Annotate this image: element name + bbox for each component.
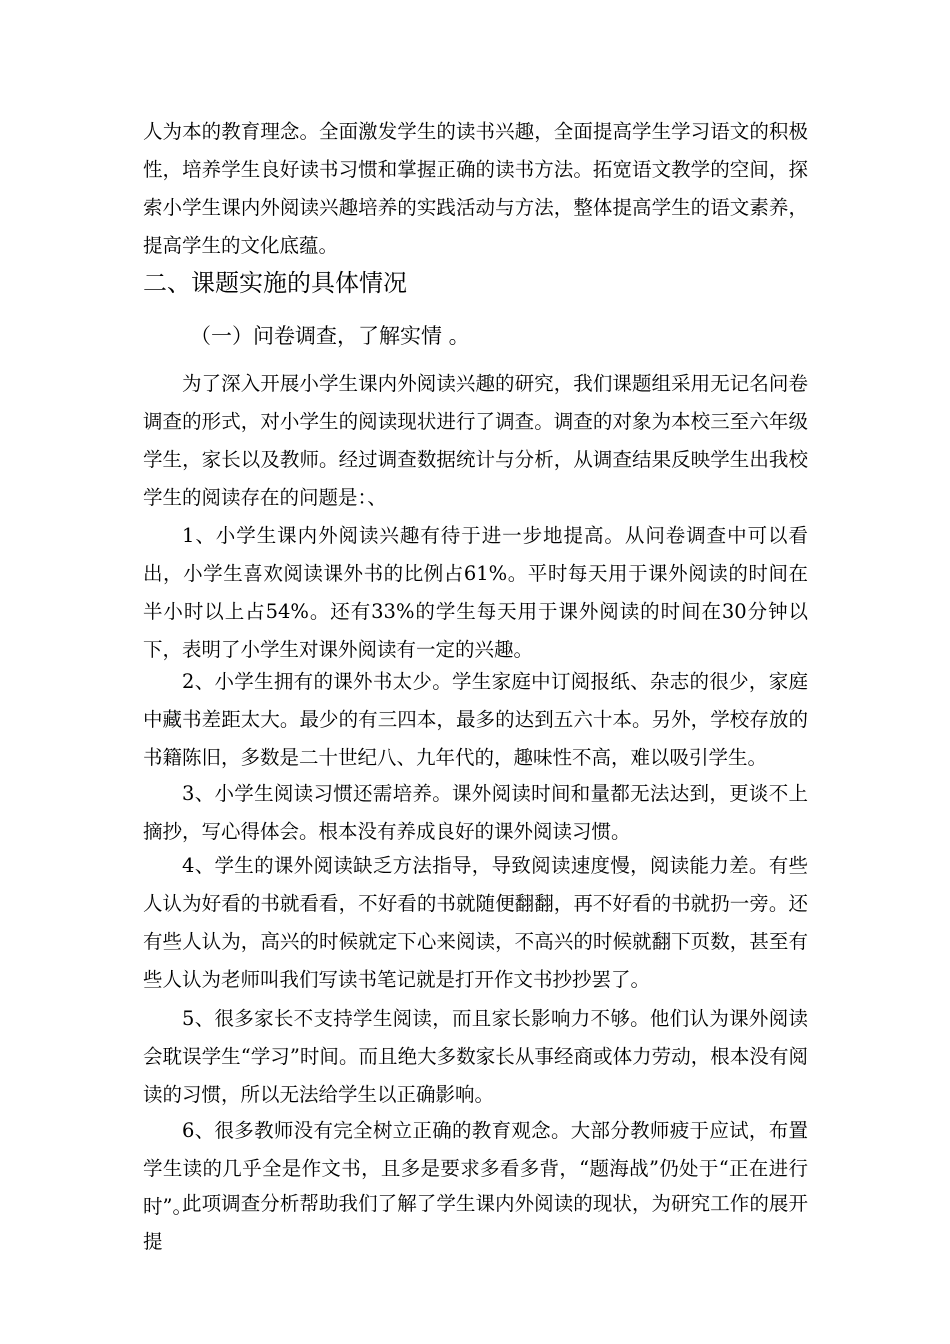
conclusion-paragraph: 此项调查分析帮助我们了解了学生课内外阅读的现状，为研究工作的展开提 [143, 1192, 808, 1253]
intro-paragraph: 人为本的教育理念。全面激发学生的读书兴趣，全面提高学生学习语文的积极性，培养学生良好读书习惯和掌握正确的读书方法。拓宽语文教学的空间，探索小学生课内外阅读兴趣培养的实践活动与方法，整体提高学生的语文素养，提高学生的文化底蕴。 [143, 120, 808, 257]
section-heading: 二、课题实施的具体情况 [143, 269, 407, 297]
finding-4-paragraph: 4、学生的课外阅读缺乏方法指导，导致阅读速度慢，阅读能力差。有些人认为好看的书就看看，不好看的书就随便翻翻，再不好看的书就扔一旁。还有些人认为，高兴的时候就定下心来阅读，不高兴的时候就翻下页数，甚至有些人认为老师叫我们写读书笔记就是打开作文书抄抄罢了。 [143, 854, 808, 991]
finding-1-paragraph: 1、小学生课内外阅读兴趣有待于进一步地提高。从问卷调查中可以看出，小学生喜欢阅读课外书的比例占61%。平时每天用于课外阅读的时间在半小时以上占54%。还有33%的学生每天用于课外阅读的时间在30分钟以下，表明了小学生对课外阅读有一定的兴趣。 [143, 524, 808, 661]
finding-3-paragraph: 3、小学生阅读习惯还需培养。课外阅读时间和量都无法达到，更谈不上摘抄，写心得体会。根本没有养成良好的课外阅读习惯。 [143, 782, 808, 843]
finding-6-paragraph: 6、很多教师没有完全树立正确的教育观念。大部分教师疲于应试，布置学生读的几乎全是作文书，且多是要求多看多背，“题海战”仍处于“正在进行时”。 [143, 1119, 808, 1218]
survey-paragraph: 为了深入开展小学生课内外阅读兴趣的研究，我们课题组采用无记名问卷调查的形式，对小学生的阅读现状进行了调查。调查的对象为本校三至六年级学生，家长以及教师。经过调查数据统计与分析，从调查结果反映学生出我校学生的阅读存在的问题是：、 [143, 372, 808, 509]
finding-2-paragraph: 2、小学生拥有的课外书太少。学生家庭中订阅报纸、杂志的很少，家庭中藏书差距太大。最少的有三四本，最多的达到五六十本。另外，学校存放的书籍陈旧，多数是二十世纪八、九年代的，趣味性不高，难以吸引学生。 [143, 670, 808, 769]
finding-5-paragraph: 5、很多家长不支持学生阅读，而且家长影响力不够。他们认为课外阅读会耽误学生“学习”时间。而且绝大多数家长从事经商或体力劳动，根本没有阅读的习惯，所以无法给学生以正确影响。 [143, 1007, 808, 1106]
subsection-heading: （一）问卷调查，了解实情 。 [190, 324, 470, 348]
